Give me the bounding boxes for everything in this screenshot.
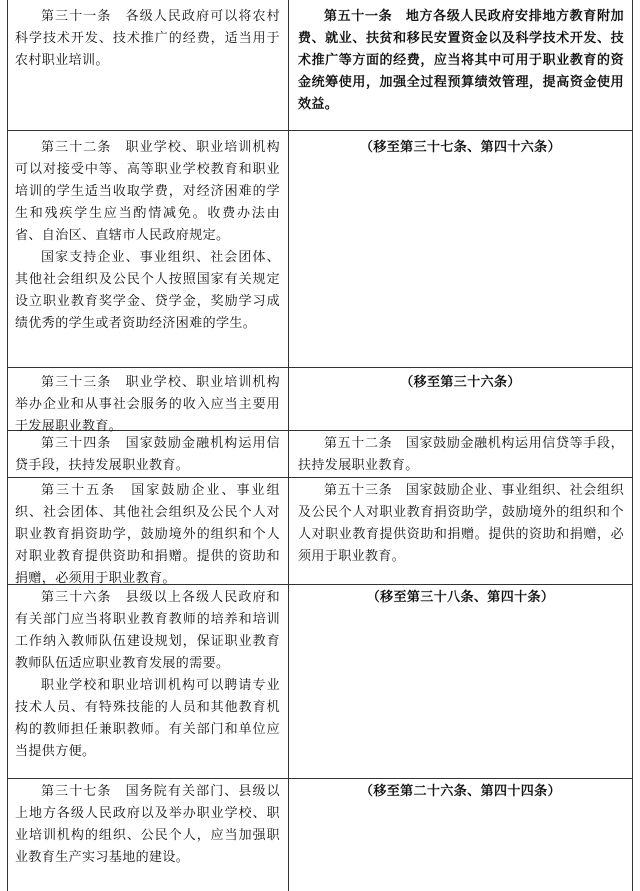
table-row — [0, 779, 640, 891]
old-article-text: 第三十一条 各级人民政府可以将农村科学技术开发、技术推广的经费，适当用于农村职业培训。 — [15, 9, 280, 68]
old-article-cell — [7, 131, 289, 368]
table-row — [0, 431, 640, 478]
moved-note: （移至第三十八条、第四十条） — [366, 590, 555, 605]
table-row — [0, 131, 640, 368]
old-article-text: 第三十二条 职业学校、职业培训机构可以对接受中等、高等职业学校教育和职业培训的学生适当收取学费，对经济困难的学生和残疾学生应当酌情减免。收费办法由省、自治区、直辖市人民政府规定。 — [15, 140, 280, 243]
table-row — [0, 585, 640, 779]
new-article-cell — [289, 585, 633, 779]
moved-note: （移至第三十六条） — [400, 375, 521, 390]
old-article-text: 国家支持企业、事业组织、社会团体、其他社会组织及公民个人按照国家有关规定设立职业教育奖学金、贷学金，奖励学习成绩优秀的学生或者资助经济困难的学生。 — [15, 250, 280, 331]
old-article-text: 第三十六条 县级以上各级人民政府和有关部门应当将职业教育教师的培养和培训工作纳入教师队伍建设规划，保证职业教育教师队伍适应职业教育发展的需要。 — [15, 590, 280, 671]
table-row — [0, 478, 640, 585]
table-row — [0, 0, 640, 131]
new-article-cell — [289, 431, 633, 478]
old-article-cell — [7, 431, 289, 478]
old-article-cell — [7, 779, 289, 891]
new-article-cell — [289, 131, 633, 368]
old-article-cell — [7, 585, 289, 779]
old-article-text: 第三十三条 职业学校、职业培训机构举办企业和从事社会服务的收入应当主要用于发展职业教育。 — [15, 375, 280, 434]
table-row — [0, 368, 640, 434]
old-article-text: 职业学校和职业培训机构可以聘请专业技术人员、有特殊技能的人员和其他教育机构的教师担任兼职教师。有关部门和单位应当提供方便。 — [15, 678, 280, 759]
new-article-text: 第五十一条 地方各级人民政府安排地方教育附加费、就业、扶贫和移民安置资金以及科学技术开发、技术推广等方面的经费，应当将其中可用于职业教育的资金统筹使用，加强全过程预算绩效管理，提高资金使用效益。 — [298, 9, 624, 112]
old-article-cell — [7, 0, 289, 131]
new-article-cell — [289, 779, 633, 891]
old-article-text: 第三十七条 国务院有关部门、县级以上地方各级人民政府以及举办职业学校、职业培训机构的组织、公民个人，应当加强职业教育生产实习基地的建设。 — [15, 784, 280, 865]
new-article-cell — [289, 368, 633, 431]
old-article-cell — [7, 368, 289, 434]
old-article-text: 第三十五条 国家鼓励企业、事业组织、社会团体、其他社会组织及公民个人对职业教育捐资助学，鼓励境外的组织和个人对职业教育提供资助和捐赠。提供的资助和捐赠，必须用于职业教育。 — [15, 483, 280, 586]
moved-note: （移至第三十七条、第四十六条） — [359, 140, 561, 155]
moved-note: （移至第二十六条、第四十四条） — [359, 784, 561, 799]
new-article-cell — [289, 0, 633, 131]
old-article-text: 第三十四条 国家鼓励金融机构运用信贷手段，扶持发展职业教育。 — [15, 436, 280, 473]
old-article-cell — [7, 478, 289, 585]
new-article-text: 第五十三条 国家鼓励企业、事业组织、社会组织及公民个人对职业教育捐资助学，鼓励境外的组织和个人对职业教育提供资助和捐赠。提供的资助和捐赠，必须用于职业教育。 — [298, 483, 624, 564]
new-article-text: 第五十二条 国家鼓励金融机构运用信贷等手段，扶持发展职业教育。 — [298, 436, 624, 473]
new-article-cell — [289, 478, 633, 585]
